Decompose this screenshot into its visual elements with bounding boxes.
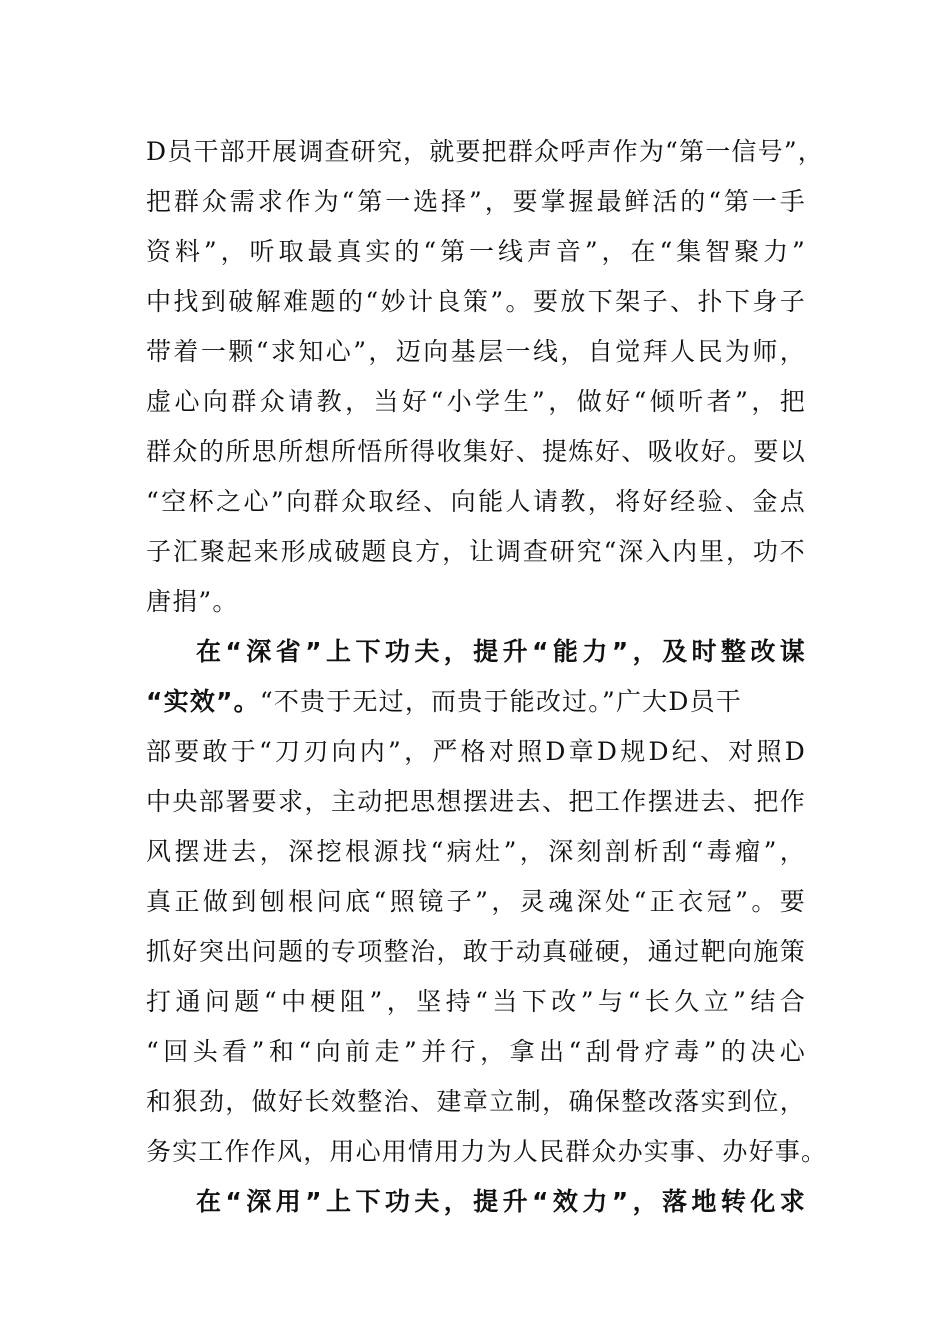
- paragraph-2-line-4: 中央部署要求，主动把思想摆进去、把工作摆进去、把作: [146, 787, 806, 816]
- paragraph-1-line-10: 唐捐”。: [146, 587, 239, 616]
- paragraph-2-heading: 在“深省”上下功夫，提升“能力”，及时整改谋: [196, 637, 806, 666]
- paragraph-2-line-8: 打通问题“中梗阻”，坚持“当下改”与“长久立”结合: [146, 987, 806, 1016]
- paragraph-3-heading: 在“深用”上下功夫，提升“效力”，落地转化求: [196, 1187, 806, 1216]
- paragraph-1-line-1: D员干部开展调查研究，就要把群众呼声作为“第一信号”，: [146, 137, 825, 166]
- paragraph-1-line-5: 带着一颗“求知心”，迈向基层一线，自觉拜人民为师，: [146, 337, 806, 366]
- paragraph-2-line-2-rest: “不贵于无过，而贵于能改过。”广大D员干: [259, 687, 742, 716]
- paragraph-1-line-4: 中找到破解难题的“妙计良策”。要放下架子、扑下身子: [146, 287, 806, 316]
- paragraph-1-line-7: 群众的所思所想所悟所得收集好、提炼好、吸收好。要以: [146, 437, 806, 466]
- paragraph-2-line-10: 和狠劲，做好长效整治、建章立制，确保整改落实到位，: [146, 1087, 806, 1116]
- paragraph-1-line-6: 虚心向群众请教，当好“小学生”，做好“倾听者”，把: [146, 387, 806, 416]
- paragraph-1-line-9: 子汇聚起来形成破题良方，让调查研究“深入内里，功不: [146, 537, 806, 566]
- paragraph-1-line-3: 资料”，听取最真实的“第一线声音”，在“集智聚力”: [146, 237, 806, 266]
- paragraph-2-line-3: 部要敢于“刀刃向内”，严格对照D章D规D纪、对照D: [146, 737, 806, 766]
- paragraph-2-line-5: 风摆进去，深挖根源找“病灶”，深刻剖析刮“毒瘤”，: [146, 837, 806, 866]
- paragraph-2-line-9: “回头看”和“向前走”并行，拿出“刮骨疗毒”的决心: [146, 1037, 806, 1066]
- paragraph-1-line-8: “空杯之心”向群众取经、向能人请教，将好经验、金点: [146, 487, 806, 516]
- paragraph-2-line-6: 真正做到刨根问底“照镜子”，灵魂深处“正衣冠”。要: [146, 887, 806, 916]
- paragraph-2-line-7: 抓好突出问题的专项整治，敢于动真碰硬，通过靶向施策: [146, 937, 806, 966]
- paragraph-2-line-11: 务实工作作风，用心用情用力为人民群众办实事、办好事。: [146, 1137, 828, 1166]
- paragraph-1-line-2: 把群众需求作为“第一选择”，要掌握最鲜活的“第一手: [146, 187, 806, 216]
- paragraph-2-line-2: [146, 684, 806, 720]
- paragraph-2-heading-tail: “实效”。: [146, 687, 260, 716]
